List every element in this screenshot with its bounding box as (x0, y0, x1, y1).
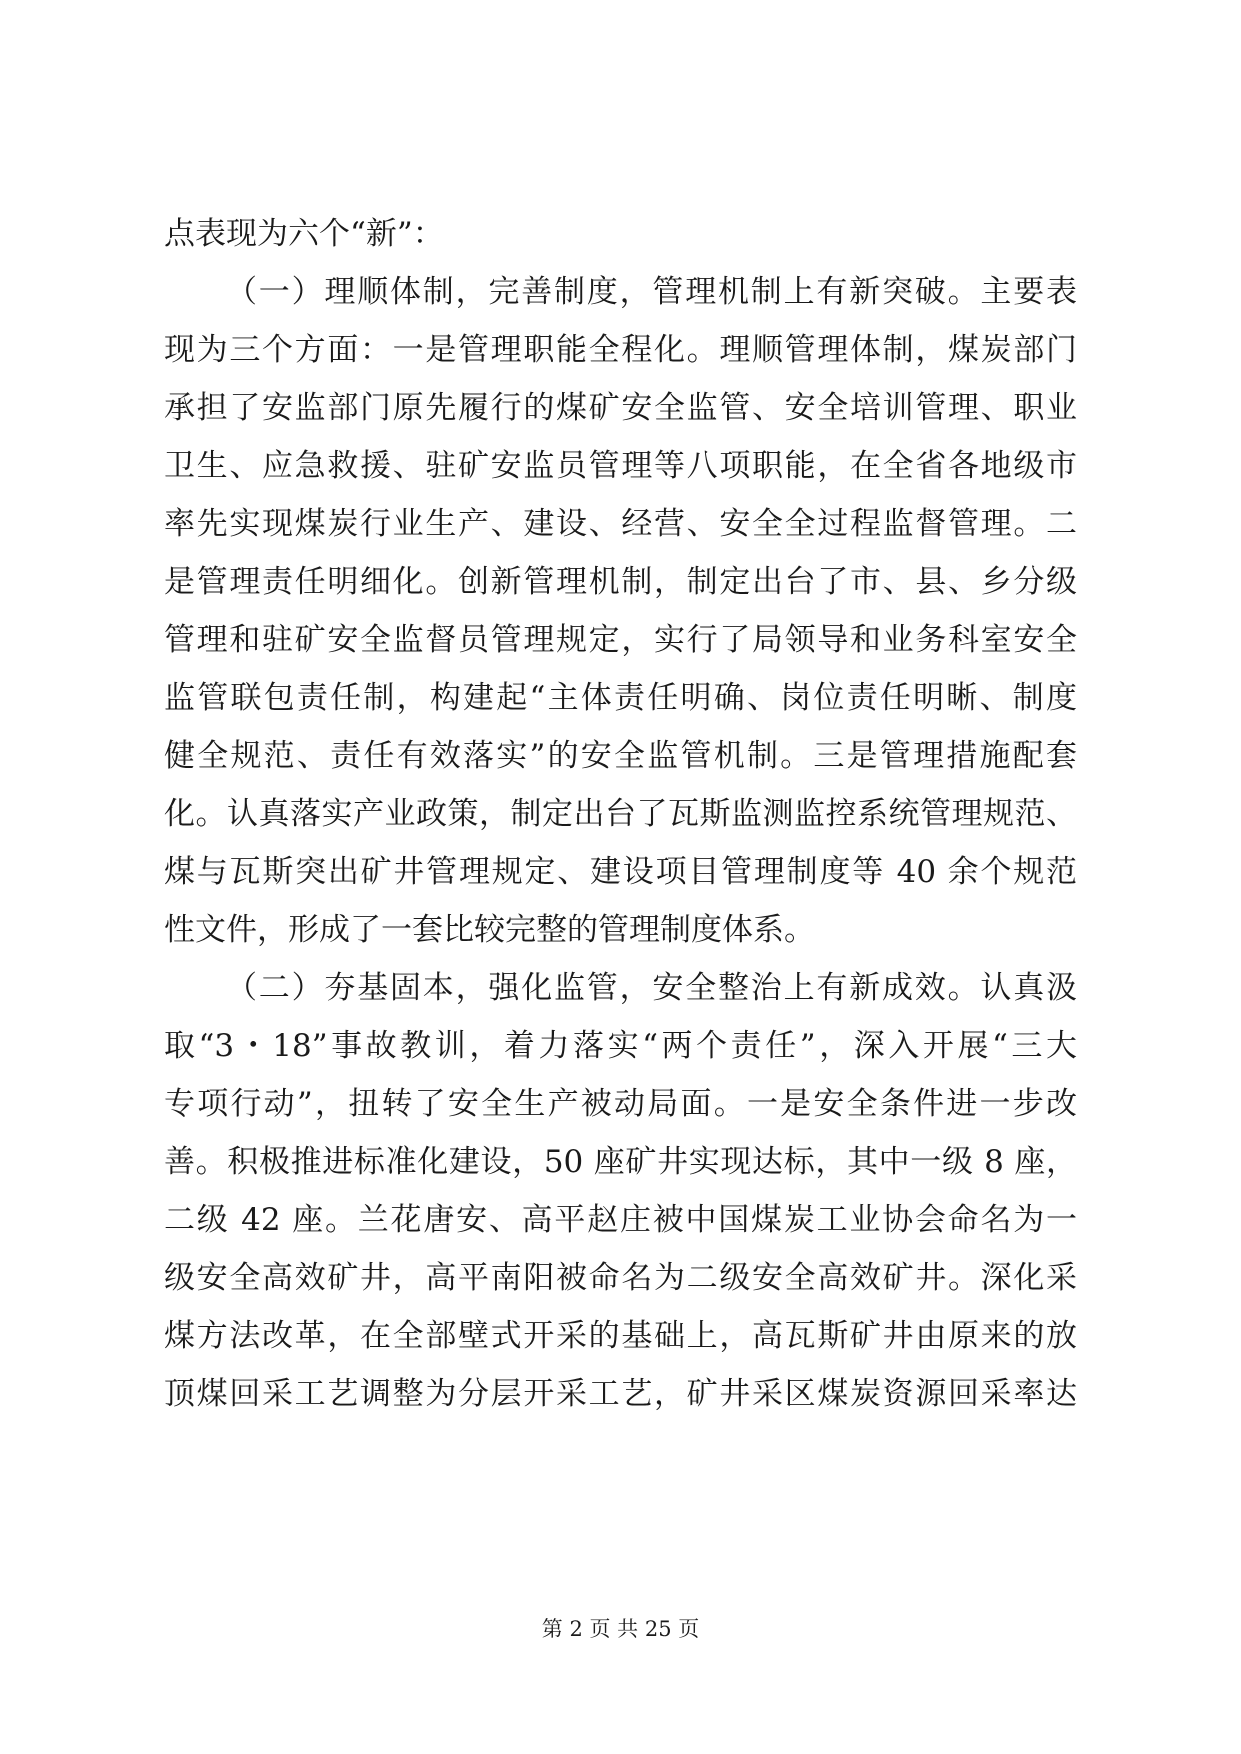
text-line: 监管联包责任制，构建起“主体责任明确、岗位责任明晰、制度 (164, 680, 1077, 716)
text-line: 煤方法改革，在全部壁式开采的基础上，高瓦斯矿井由原来的放 (164, 1318, 1077, 1354)
text-line: 是管理责任明细化。创新管理机制，制定出台了市、县、乡分级 (164, 564, 1077, 600)
page-number-footer: 第 2 页 共 25 页 (541, 1617, 700, 1641)
text-line: 管理和驻矿安全监督员管理规定，实行了局领导和业务科室安全 (164, 622, 1077, 658)
text-line: 取“3・18”事故教训，着力落实“两个责任”，深入开展“三大 (164, 1028, 1077, 1064)
text-line: 专项行动”，扭转了安全生产被动局面。一是安全条件进一步改 (164, 1086, 1077, 1122)
text-line: 级安全高效矿井，高平南阳被命名为二级安全高效矿井。深化采 (164, 1260, 1077, 1296)
text-line: 卫生、应急救援、驻矿安监员管理等八项职能，在全省各地级市 (164, 448, 1077, 484)
text-line: 率先实现煤炭行业生产、建设、经营、安全全过程监督管理。二 (164, 506, 1077, 542)
text-line: 承担了安监部门原先履行的煤矿安全监管、安全培训管理、职业 (164, 390, 1077, 426)
text-line: 点表现为六个“新”： (164, 216, 444, 252)
section-heading-line: （一）理顺体制，完善制度，管理机制上有新突破。主要表 (226, 274, 1077, 310)
text-line: 化。认真落实产业政策，制定出台了瓦斯监测监控系统管理规范、 (164, 796, 1077, 832)
text-line: 现为三个方面：一是管理职能全程化。理顺管理体制，煤炭部门 (164, 332, 1077, 368)
section-heading-line: （二）夯基固本，强化监管，安全整治上有新成效。认真汲 (226, 970, 1077, 1006)
text-line: 健全规范、责任有效落实”的安全监管机制。三是管理措施配套 (164, 738, 1077, 774)
text-line: 善。积极推进标准化建设，50 座矿井实现达标，其中一级 8 座， (164, 1144, 1077, 1180)
text-line: 顶煤回采工艺调整为分层开采工艺，矿井采区煤炭资源回采率达 (164, 1376, 1077, 1412)
text-line: 煤与瓦斯突出矿井管理规定、建设项目管理制度等 40 余个规范 (164, 854, 1077, 890)
text-line: 二级 42 座。兰花唐安、高平赵庄被中国煤炭工业协会命名为一 (164, 1202, 1077, 1238)
text-line: 性文件，形成了一套比较完整的管理制度体系。 (164, 912, 815, 948)
